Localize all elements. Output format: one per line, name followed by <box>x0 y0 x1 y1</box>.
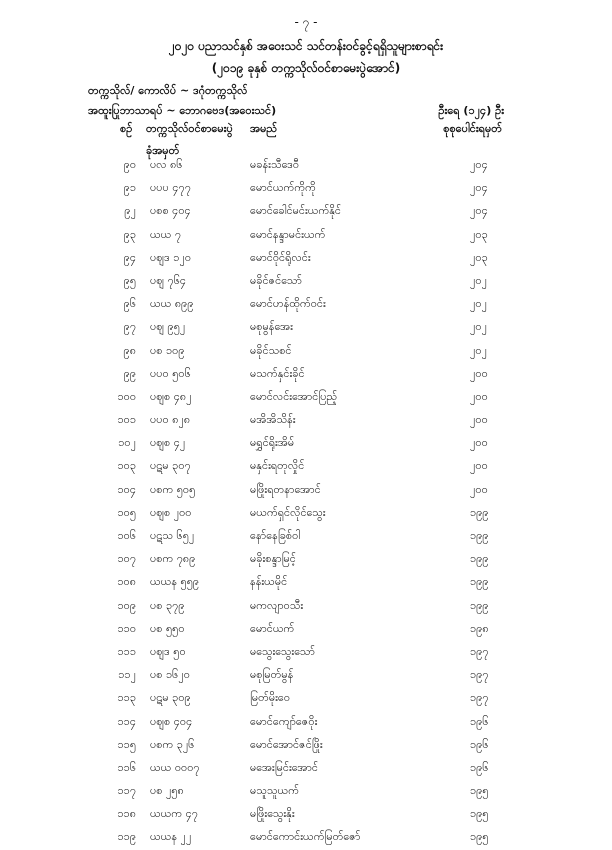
row-seq: ၁၀၃ <box>117 459 136 473</box>
row-total-marks: ၂၀၃ <box>470 227 488 241</box>
row-student-name: မစုမြတ်မွန် <box>250 668 294 682</box>
row-student-name: မောင်လင်းအောင်ပြည့် <box>250 389 338 403</box>
header-roll-label: တက္ကသိုလ်ဝင်စာမေးပွဲ <box>146 122 233 135</box>
row-seq: ၁၀၁ <box>117 413 136 427</box>
document-title: ၂၀၂၀ ပညာသင်နှစ် အဝေးသင် သင်တန်းဝင်ခွင့်ရရှိသူများစာရင်း <box>168 39 444 53</box>
table-row <box>0 293 612 316</box>
row-total-marks: ၁၉၉ <box>470 529 489 542</box>
row-total-marks: ၁၉၉ <box>470 505 489 519</box>
table-row <box>0 803 612 826</box>
table-row <box>0 687 612 710</box>
row-seq: ၉၅ <box>123 273 136 287</box>
table-row <box>0 247 612 270</box>
row-total-marks: ၁၉၆ <box>470 714 489 728</box>
row-student-name: မောင်ဝိုင်ရိုလင်း <box>250 250 311 264</box>
row-student-name: မခိုင်သစင် <box>250 343 292 357</box>
table-row <box>0 502 612 525</box>
row-seq: ၁၁၉ <box>117 830 136 844</box>
row-total-marks: ၁၉၆ <box>470 760 489 774</box>
row-total-marks: ၂၀၄ <box>470 204 488 218</box>
row-student-name: မဖြိုးသွေးနိုး <box>250 807 295 821</box>
row-total-marks: ၂၀၂ <box>470 343 487 357</box>
row-total-marks: ၂၀၄ <box>470 158 488 171</box>
row-total-marks: ၂၀၀ <box>470 366 488 380</box>
row-student-name: မယက်ရှင်လိုင်သွေး <box>250 505 326 519</box>
row-roll-number: ပစ ၁၀၉ <box>150 343 185 357</box>
row-student-name: မစုမွန်အေး <box>250 320 293 334</box>
row-roll-number: ပဈဒ ၅၀ <box>150 644 186 658</box>
row-seq: ၉၀ <box>123 158 136 171</box>
header-name: အမည် <box>250 122 278 135</box>
row-roll-number: ယယန ၅၅၉ <box>150 575 200 589</box>
row-student-name: မသူသူယက် <box>250 784 299 798</box>
row-seq: ၁၁၀ <box>117 621 136 635</box>
table-row <box>0 548 612 571</box>
row-roll-number: ပပဝ ၅၀၆ <box>150 366 191 380</box>
row-seq: ၉၁ <box>123 181 136 195</box>
row-seq: ၁၁၇ <box>117 784 136 798</box>
row-roll-number: ပဈ ၇၆၄ <box>150 273 187 287</box>
row-total-marks: ၁၉၇ <box>470 691 489 705</box>
row-student-name: မအိအိသိန်း <box>250 413 296 427</box>
row-total-marks: ၂၀၀ <box>470 482 488 496</box>
table-row <box>0 340 612 363</box>
row-seq: ၁၀၉ <box>117 598 136 612</box>
student-count: ဦးရေ (၁၂၄) ဦး <box>438 104 504 117</box>
row-student-name: မြတ်မိုးဝေ <box>250 691 291 705</box>
row-seq: ၁၀၈ <box>117 575 136 589</box>
row-total-marks: ၂၀၃ <box>470 250 488 264</box>
row-total-marks: ၂၀၀ <box>470 459 488 473</box>
row-student-name: နန်းယမိုင် <box>250 575 288 589</box>
row-student-name: မောင်အောင်ဇင်ဖြိုး <box>250 737 323 751</box>
row-roll-number: ပဈစ ၄၈၂ <box>150 389 192 403</box>
row-total-marks: ၁၉၅ <box>470 830 489 844</box>
row-seq: ၁၁၅ <box>117 737 136 751</box>
page-number: - ၇ - <box>294 15 318 29</box>
row-student-name: မအေးမြင်းအောင် <box>250 760 319 774</box>
row-student-name: မောင်ကျော်ဇေဝိုး <box>250 714 318 728</box>
row-total-marks: ၂၀၄ <box>470 181 488 195</box>
table-row <box>0 363 612 386</box>
row-total-marks: ၂၀၀ <box>470 389 488 403</box>
row-roll-number: ပစ ၃၇၉ <box>150 598 185 612</box>
table-row <box>0 571 612 594</box>
row-roll-number: ပဈစ ၄၀၄ <box>150 714 193 728</box>
table-row <box>0 386 612 409</box>
row-roll-number: ပဈဒ ၁၂၀ <box>150 250 192 264</box>
row-seq: ၉၄ <box>123 250 136 264</box>
table-row <box>0 409 612 432</box>
row-student-name: မခိုင်ဇင်သော် <box>250 273 302 287</box>
row-roll-number: ပစက ၅၀၅ <box>150 482 196 496</box>
row-total-marks: ၂၀၀ <box>470 436 488 450</box>
row-seq: ၁၀၆ <box>117 529 136 542</box>
table-row <box>0 664 612 687</box>
row-student-name: မောင်ခေါင်မင်းယက်နိုင် <box>250 204 342 218</box>
table-row <box>0 595 612 618</box>
row-roll-number: ပဈစ ၄၂ <box>150 436 186 450</box>
table-row <box>0 826 612 849</box>
table-row <box>0 734 612 757</box>
table-row <box>0 316 612 339</box>
row-student-name: မခန်းသီဒေဝီ <box>250 158 300 171</box>
row-roll-number: ပဋမ ၃၀၉ <box>150 691 191 705</box>
row-seq: ၁၁၁ <box>117 644 136 658</box>
row-roll-number: ပပပ ၄၇၇ <box>150 181 191 195</box>
header-seq: စဉ် <box>120 122 133 135</box>
table-row <box>0 479 612 502</box>
row-student-name: မနှင်းရတုလှိုင် <box>250 459 305 473</box>
table-row <box>0 270 612 293</box>
row-student-name: မသက်နှင်းခိုင် <box>250 366 305 380</box>
row-student-name: မသွေးသွေးသော် <box>250 644 315 658</box>
row-seq: ၁၀၄ <box>117 482 136 496</box>
student-list <box>0 154 612 850</box>
row-student-name: မောင်ကောင်းယက်မြတ်ဇော် <box>250 830 361 844</box>
row-student-name: မခိုးစန္ဒာမြင့် <box>250 552 296 566</box>
row-total-marks: ၁၉၇ <box>470 644 489 658</box>
document-subtitle: (၂၀၁၉ ခုနှစ် တက္ကသိုလ်ဝင်စာမေးပွဲအောင်) <box>211 61 401 75</box>
row-seq: ၉၉ <box>123 366 136 380</box>
row-seq: ၁၁၆ <box>117 760 136 774</box>
table-row <box>0 641 612 664</box>
row-roll-number: ပဋမ ၃၀၇ <box>150 459 191 473</box>
table-row <box>0 432 612 455</box>
row-total-marks: ၁၉၉ <box>470 598 489 612</box>
row-total-marks: ၁၉၅ <box>470 807 489 821</box>
row-roll-number: ပဈစ ၂၀၀ <box>150 505 192 519</box>
row-seq: ၁၀၀ <box>117 389 136 403</box>
row-roll-number: ပဋသ ၆၅၂ <box>150 529 195 542</box>
table-row <box>0 618 612 641</box>
row-total-marks: ၁၉၆ <box>470 737 489 751</box>
row-student-name: မဖြိုးရတနာအောင် <box>250 482 321 496</box>
row-student-name: မကလျာဝသီး <box>250 598 304 612</box>
row-roll-number: ယယ ၈၉၉ <box>150 297 194 311</box>
row-seq: ၉၈ <box>123 343 136 357</box>
row-student-name: မောင်နန္ဒာမင်းယက် <box>250 227 326 241</box>
row-total-marks: ၁၉၅ <box>470 784 489 798</box>
row-seq: ၁၀၂ <box>118 436 136 450</box>
row-seq: ၉၂ <box>124 204 136 218</box>
table-row <box>0 525 612 548</box>
row-student-name: မောင်ယက်ကိုကို <box>250 181 316 195</box>
row-total-marks: ၂၀၂ <box>470 297 487 311</box>
row-roll-number: ပစစ ၄၀၄ <box>150 204 191 218</box>
table-row <box>0 200 612 223</box>
row-roll-number: ပစ ၁၆၂၀ <box>150 668 190 682</box>
row-student-name: နော်နေခြစ်ဝါ <box>250 529 301 542</box>
row-student-name: မရွှင်ရိုးအိမ် <box>250 436 295 450</box>
row-seq: ၉၆ <box>123 297 136 311</box>
row-roll-number: ယယ ၇ <box>150 227 182 241</box>
row-roll-number: ပဈ ၉၅၂ <box>150 320 186 334</box>
row-total-marks: ၁၉၇ <box>470 668 489 682</box>
row-total-marks: ၁၉၉ <box>470 575 489 589</box>
row-total-marks: ၂၀၀ <box>470 413 488 427</box>
table-row <box>0 177 612 200</box>
row-roll-number: ပစက ၃၂၆ <box>150 737 195 751</box>
row-roll-number: ပစက ၇၈၉ <box>150 552 196 566</box>
row-seq: ၁၀၅ <box>117 505 136 519</box>
row-seq: ၁၁၈ <box>117 807 136 821</box>
row-total-marks: ၂၀၂ <box>470 320 487 334</box>
table-row <box>0 455 612 478</box>
row-seq: ၁၁၂ <box>118 668 136 682</box>
row-total-marks: ၂၀၂ <box>470 273 487 287</box>
table-row <box>0 224 612 247</box>
university-line: တက္ကသိုလ်/ ကောလိပ် ~ ဒဂုံတက္ကသိုလ် <box>88 84 248 97</box>
row-roll-number: ပပဝ ၈၂၈ <box>150 413 191 427</box>
major-subject-line: အထူးပြုဘာသာရပ် ~ ဘောဂဗေဒ(အဝေးသင်) <box>88 104 277 117</box>
table-row <box>0 757 612 780</box>
row-roll-number: ယယက ၄၇ <box>150 807 198 821</box>
row-seq: ၉၃ <box>123 227 136 241</box>
row-roll-number: ယယန ၂၂ <box>150 830 192 844</box>
row-roll-number: ပစ ၂၅၈ <box>150 784 184 798</box>
row-total-marks: ၁၉၉ <box>470 552 489 566</box>
row-seq: ၁၁၄ <box>117 714 136 728</box>
row-roll-number: ပစ ၅၅၀ <box>150 621 185 635</box>
row-student-name: မောင်ယက် <box>250 621 295 635</box>
row-seq: ၉၇ <box>123 320 136 334</box>
table-row <box>0 711 612 734</box>
row-roll-number: ပလ ၈၆ <box>150 158 183 171</box>
row-seq: ၁၁၃ <box>117 691 136 705</box>
header-marks: စုစုပေါင်းရမှတ် <box>443 122 502 135</box>
row-seq: ၁၀၇ <box>117 552 136 566</box>
row-roll-number: ယယ ၀၀၀၇ <box>150 760 200 774</box>
row-student-name: မောင်ဟန်ထိုက်ဝင်း <box>250 297 326 311</box>
table-row <box>0 154 612 177</box>
row-total-marks: ၁၉၈ <box>470 621 489 635</box>
header-roll-sub: ခုံအမှတ် <box>146 144 180 157</box>
